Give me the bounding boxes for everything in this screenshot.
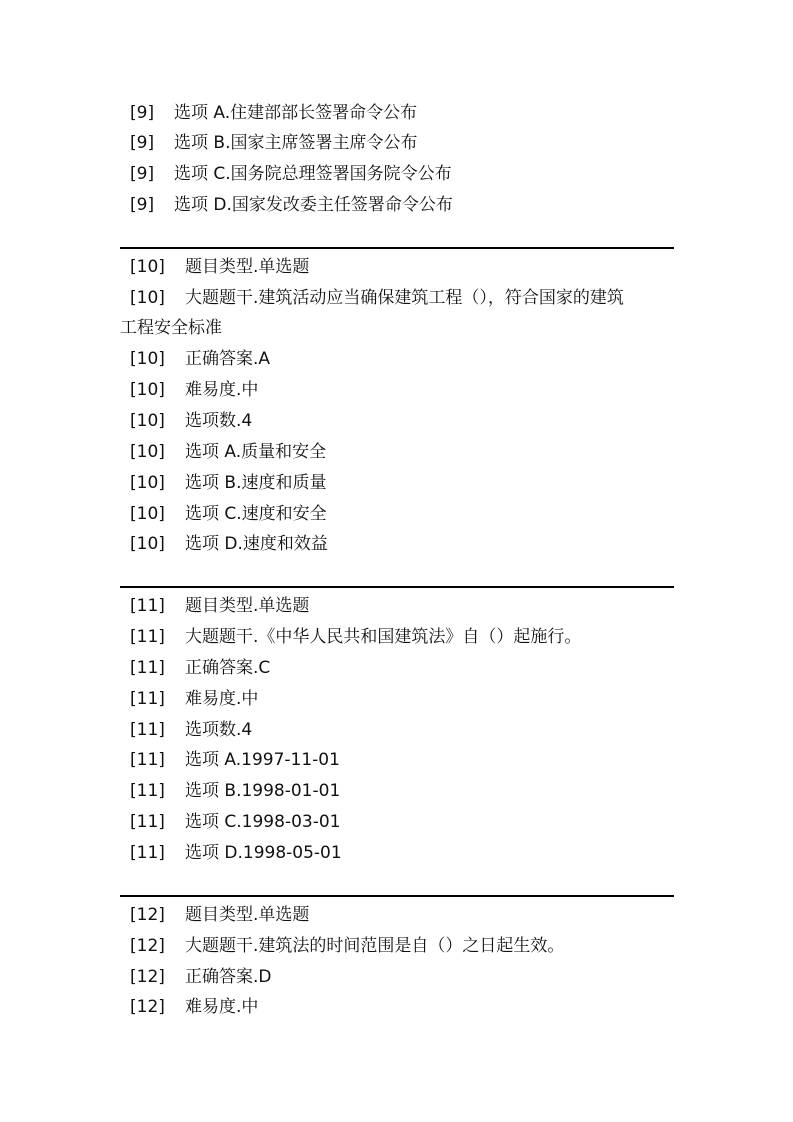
q11-answer-text: 正确答案.C [185,658,271,678]
q12-tag: [12] [130,936,165,956]
q9-option-a-text: 选项 A.住建部部长签署命令公布 [174,103,418,123]
q10-type-text: 题目类型.单选题 [185,257,310,277]
q10-option-a-text: 选项 A.质量和安全 [185,442,327,462]
q10-option-c-text: 选项 C.速度和安全 [185,504,327,524]
q12-tag: [12] [130,967,165,987]
q10-tag: [10] [130,473,165,493]
section-divider [120,247,674,249]
q11-tag: [11] [130,627,165,647]
q9-tag: [9] [130,164,155,184]
q10-tag: [10] [130,380,165,400]
q11-option-a-text: 选项 A.1997-11-01 [185,750,340,770]
q12-tag: [12] [130,905,165,925]
q10-option-count-text: 选项数.4 [185,411,253,431]
q10-tag: [10] [130,411,165,431]
q10-difficulty-text: 难易度.中 [185,380,259,400]
q11-tag: [11] [130,658,165,678]
q10-stem-cont-text: 工程安全标准 [120,318,222,338]
q11-stem-text: 大题题干.《中华人民共和国建筑法》自（）起施行。 [185,627,582,647]
q11-option-count-text: 选项数.4 [185,720,253,740]
q9-tag: [9] [130,195,155,215]
q10-option-b-text: 选项 B.速度和质量 [185,473,327,493]
q11-type-text: 题目类型.单选题 [185,596,310,616]
q10-tag: [10] [130,534,165,554]
q10-tag: [10] [130,504,165,524]
q11-tag: [11] [130,689,165,709]
q9-option-d-text: 选项 D.国家发改委主任签署命令公布 [174,195,453,215]
q10-stem-text: 大题题干.建筑活动应当确保建筑工程（），符合国家的建筑 [185,288,624,308]
q10-tag: [10] [130,288,165,308]
q10-tag: [10] [130,257,165,277]
q11-tag: [11] [130,596,165,616]
q9-option-b-text: 选项 B.国家主席签署主席令公布 [174,133,418,153]
q10-tag: [10] [130,349,165,369]
q11-difficulty-text: 难易度.中 [185,689,259,709]
section-divider [120,895,674,897]
q12-stem-text: 大题题干.建筑法的时间范围是自（）之日起生效。 [185,936,565,956]
q12-tag: [12] [130,997,165,1017]
q11-tag: [11] [130,750,165,770]
q12-type-text: 题目类型.单选题 [185,905,310,925]
q11-option-d-text: 选项 D.1998-05-01 [185,843,342,863]
q9-option-c-text: 选项 C.国务院总理签署国务院令公布 [174,164,452,184]
q9-tag: [9] [130,133,155,153]
q12-difficulty-text: 难易度.中 [185,997,259,1017]
q11-tag: [11] [130,843,165,863]
q10-answer-text: 正确答案.A [185,349,271,369]
q11-option-b-text: 选项 B.1998-01-01 [185,781,341,801]
q11-tag: [11] [130,781,165,801]
q9-tag: [9] [130,103,155,123]
q11-option-c-text: 选项 C.1998-03-01 [185,812,341,832]
q11-tag: [11] [130,812,165,832]
q11-tag: [11] [130,720,165,740]
section-divider [120,586,674,588]
q10-tag: [10] [130,442,165,462]
q12-answer-text: 正确答案.D [185,967,272,987]
q10-option-d-text: 选项 D.速度和效益 [185,534,328,554]
